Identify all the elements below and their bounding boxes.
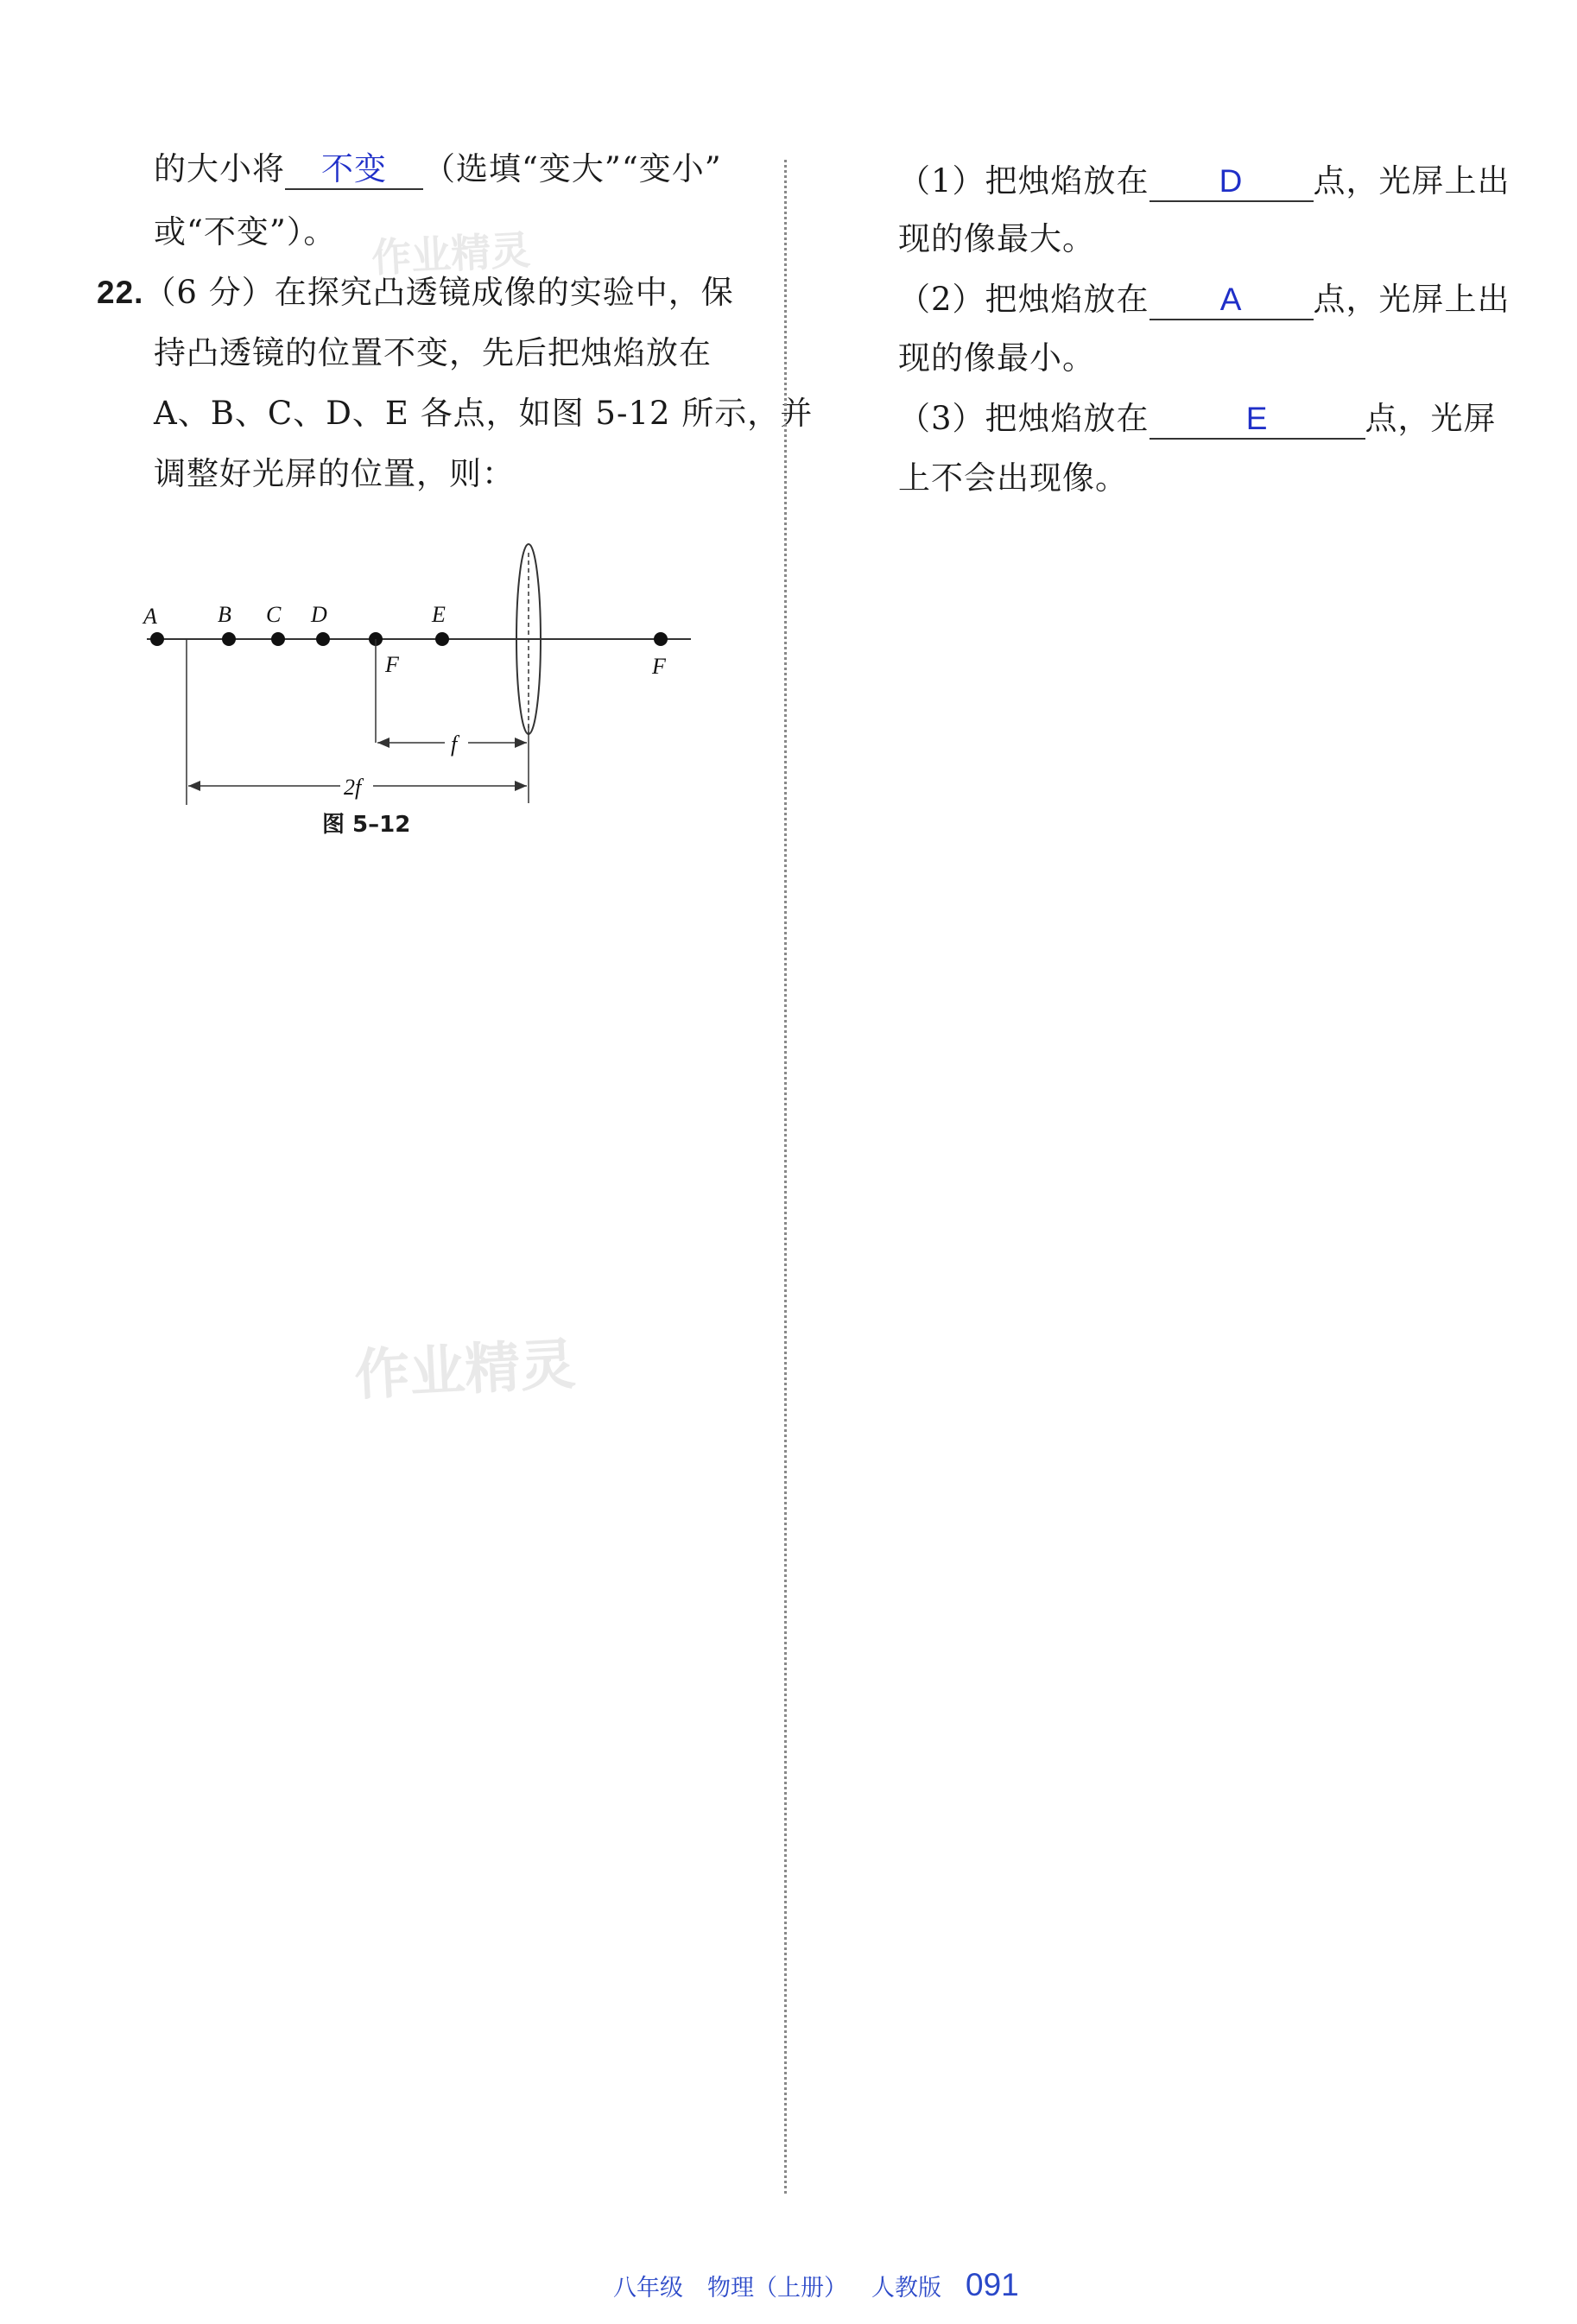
fragment-prefix: 的大小将 [154,150,285,187]
watermark-middle: 作业精灵 [352,1333,578,1409]
label-a: A [143,604,157,629]
sub-question-1-line-1: （1）把烛焰放在 D 点，光屏上出 [898,162,1510,202]
question-22-line-3: A、B、C、D、E 各点，如图 5-12 所示，并 [154,395,814,432]
answer-blank-fragment: 不变 [285,150,423,190]
point-f-right [654,632,668,646]
watermark-top: 作业精灵 [370,226,532,282]
point-c [271,632,285,646]
label-b: B [218,602,231,627]
footer-subject: 物理（上册） [707,2275,847,2302]
point-d [316,632,330,646]
label-e: E [432,602,446,627]
fragment-line-2: 或“不变”）。 [154,213,337,250]
page-number: 091 [966,2267,1019,2302]
label-2f-dimension: 2f [344,775,362,800]
answer-blank-3: E [1150,400,1365,440]
label-f-right: F [652,654,666,679]
sub-question-2-line-2: 现的像最小。 [898,339,1095,377]
question-number: 22. [97,275,144,310]
fragment-line-1 [154,150,722,190]
footer-grade: 八年级 [613,2275,683,2302]
sub-question-3-line-2: 上不会出现像。 [898,459,1128,497]
question-22-line-2: 持凸透镜的位置不变，先后把烛焰放在 [154,334,712,371]
label-f-left: F [385,652,399,677]
column-divider [784,160,787,2194]
sub-question-2-line-1: （2）把烛焰放在 A 点，光屏上出 [898,281,1510,320]
label-d: D [311,602,327,627]
point-e [435,632,449,646]
lens-diagram [130,535,717,864]
sub-question-1-line-2: 现的像最大。 [898,220,1095,257]
figure-caption: 图 5–12 [322,812,411,838]
label-c: C [266,602,282,627]
page-footer [613,2267,1019,2303]
answer-blank-1: D [1150,162,1314,202]
answer-blank-2: A [1150,281,1314,320]
question-text: （6 分）在探究凸透镜成像的实验中，保 [143,274,734,311]
point-a [150,632,164,646]
fragment-suffix: （选填“变大”“变小” [423,150,722,187]
footer-edition: 人教版 [871,2275,941,2302]
sub-question-3-line-1: （3）把烛焰放在 E 点，光屏 [898,400,1497,440]
question-22-line-4: 调整好光屏的位置，则： [154,455,515,492]
point-b [222,632,236,646]
label-f-dimension: f [451,731,458,757]
